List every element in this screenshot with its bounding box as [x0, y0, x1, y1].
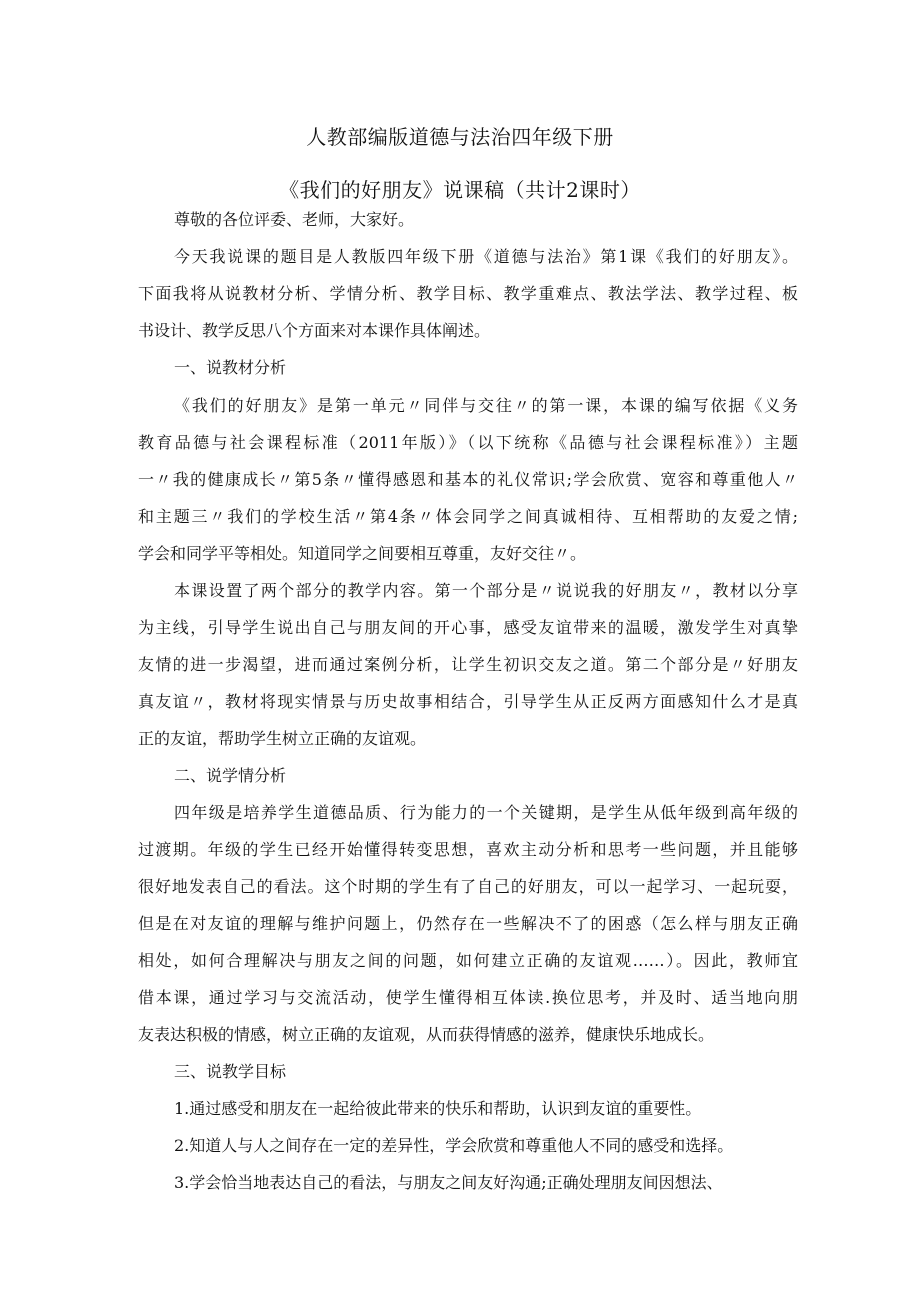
paragraph-line: 学会和同学平等相处。知道同学之间要相互尊重，友好交往〃。 [138, 544, 587, 563]
intro-line: 下面我将从说教材分析、学情分析、教学目标、教学重难点、教法学法、教学过程、板 [138, 284, 798, 303]
paragraph-line: 借本课，通过学习与交流活动，使学生懂得相互体读.换位思考，并及时、适当地向朋 [138, 988, 798, 1007]
paragraph-line: 本课设置了两个部分的教学内容。第一个部分是〃说说我的好朋友〃，教材以分享 [174, 581, 798, 600]
paragraph-line: 相处，如何合理解决与朋友之间的问题，如何建立正确的友谊观……）。因此，教师宜 [138, 951, 798, 970]
paragraph-line: 友表达积极的情感，树立正确的友谊观，从而获得情感的滋养，健康快乐地成长。 [138, 1025, 715, 1044]
paragraph-line: 和主题三〃我们的学校生活〃第4条〃体会同学之间真诚相待、互相帮助的友爱之情; [138, 507, 798, 526]
intro-line: 书设计、教学反思八个方面来对本课作具体阐述。 [138, 321, 491, 340]
greeting-line: 尊敬的各位评委、老师，大家好。 [174, 210, 415, 229]
paragraph-line: 但是在对友谊的理解与维护问题上，仍然存在一些解决不了的困惑（怎么样与朋友正确 [138, 914, 798, 933]
paragraph-line: 一〃我的健康成长〃第5条〃懂得感恩和基本的礼仪常识;学会欣赏、宽容和尊重他人〃 [138, 470, 798, 489]
document-title: 人教部编版道德与法治四年级下册 [306, 125, 614, 149]
objective-item: 2.知道人与人之间存在一定的差异性，学会欣赏和尊重他人不同的感受和选择。 [174, 1136, 734, 1155]
paragraph-line: 正的友谊，帮助学生树立正确的友谊观。 [138, 729, 427, 748]
paragraph-line: 四年级是培养学生道德品质、行为能力的一个关键期，是学生从低年级到高年级的 [174, 803, 798, 822]
document-subtitle: 《我们的好朋友》说课稿（共计2课时） [279, 178, 641, 202]
paragraph-line: 教育品德与社会课程标准（2011年版）》（以下统称《品德与社会课程标准》）主题 [138, 433, 798, 452]
paragraph-line: 过渡期。年级的学生已经开始懂得转变思想，喜欢主动分析和思考一些问题，并且能够 [138, 840, 798, 859]
paragraph-line: 很好地发表自己的看法。这个时期的学生有了自己的好朋友，可以一起学习、一起玩耍， [138, 877, 798, 896]
paragraph-line: 为主线，引导学生说出自己与朋友间的开心事，感受友谊带来的温暖，激发学生对真挚 [138, 618, 798, 637]
objective-item: 3.学会恰当地表达自己的看法，与朋友之间友好沟通;正确处理朋友间因想法、 [174, 1173, 723, 1192]
intro-line: 今天我说课的题目是人教版四年级下册《道德与法治》第1课《我们的好朋友》。 [174, 247, 798, 266]
paragraph-line: 真友谊〃，教材将现实情景与历史故事相结合，引导学生从正反两方面感知什么才是真 [138, 692, 798, 711]
section-heading: 一、说教材分析 [174, 358, 287, 377]
paragraph-line: 《我们的好朋友》是第一单元〃同伴与交往〃的第一课，本课的编写依据《义务 [174, 396, 798, 415]
paragraph-line: 友情的进一步渴望，进而通过案例分析，让学生初识交友之道。第二个部分是〃好朋友 [138, 655, 798, 674]
section-heading: 二、说学情分析 [174, 766, 287, 785]
section-heading: 三、说教学目标 [174, 1062, 287, 1081]
objective-item: 1.通过感受和朋友在一起给彼此带来的快乐和帮助，认识到友谊的重要性。 [174, 1099, 702, 1118]
